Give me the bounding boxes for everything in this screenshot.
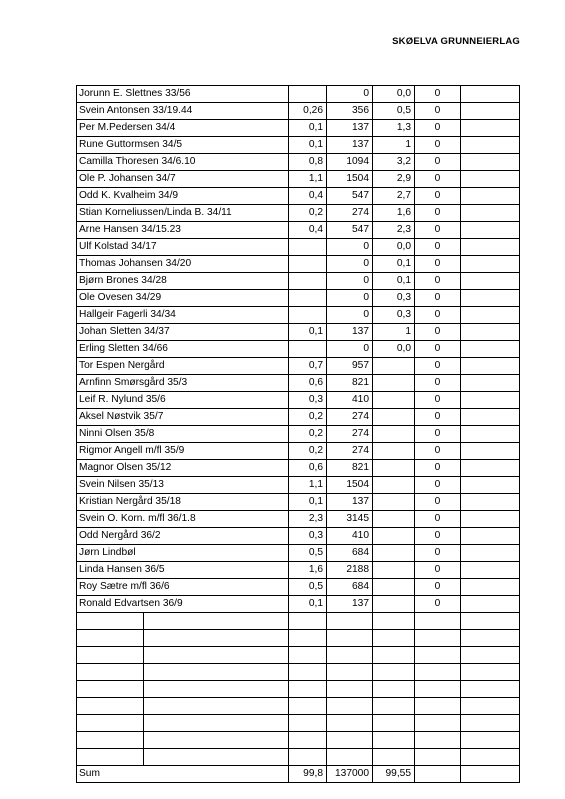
- owner-name-cell: Thomas Johansen 34/20: [77, 256, 289, 273]
- empty-cell: [415, 749, 461, 766]
- table-row: [77, 579, 520, 596]
- amount-cell: 2188: [327, 562, 373, 579]
- amount-cell: 1504: [327, 477, 373, 494]
- empty-cell: [461, 222, 520, 239]
- value-cell: 0: [415, 290, 461, 307]
- share-cell: 0,1: [289, 137, 327, 154]
- empty-cell: [77, 664, 289, 681]
- share-cell: 0,2: [289, 426, 327, 443]
- empty-cell: [461, 103, 520, 120]
- empty-cell: [289, 698, 327, 715]
- sum-row: [77, 766, 520, 783]
- empty-cell: [461, 647, 520, 664]
- table-row: [77, 426, 520, 443]
- empty-cell: [461, 715, 520, 732]
- empty-cell: [373, 630, 415, 647]
- empty-cell: [289, 681, 327, 698]
- owner-name-cell: Camilla Thoresen 34/6.10: [77, 154, 289, 171]
- table-row: [77, 273, 520, 290]
- empty-cell: [289, 630, 327, 647]
- empty-cell: [461, 698, 520, 715]
- value-cell: 0: [415, 273, 461, 290]
- percent-cell: 0,3: [373, 307, 415, 324]
- owner-name-cell: Hallgeir Fagerli 34/34: [77, 307, 289, 324]
- value-cell: 0: [415, 596, 461, 613]
- percent-cell: 1,6: [373, 205, 415, 222]
- table-row: [77, 562, 520, 579]
- share-cell: 0,4: [289, 222, 327, 239]
- empty-cell: [461, 341, 520, 358]
- empty-cell: [373, 749, 415, 766]
- amount-cell: 821: [327, 375, 373, 392]
- amount-cell: 0: [327, 273, 373, 290]
- empty-cell: [327, 715, 373, 732]
- value-cell: 0: [415, 477, 461, 494]
- share-cell: [289, 307, 327, 324]
- owner-name-cell: Linda Hansen 36/5: [77, 562, 289, 579]
- empty-cell: [461, 426, 520, 443]
- empty-cell: [461, 681, 520, 698]
- amount-cell: 410: [327, 392, 373, 409]
- share-cell: 0,1: [289, 596, 327, 613]
- sum-amount: 137000: [327, 766, 373, 783]
- table-row: [77, 205, 520, 222]
- percent-cell: 1: [373, 137, 415, 154]
- table-row: [77, 477, 520, 494]
- value-cell: 0: [415, 137, 461, 154]
- amount-cell: 137: [327, 120, 373, 137]
- value-cell: 0: [415, 120, 461, 137]
- empty-cell: [373, 698, 415, 715]
- empty-cell: [327, 647, 373, 664]
- empty-cell: [461, 171, 520, 188]
- share-cell: [289, 256, 327, 273]
- percent-cell: 1,3: [373, 120, 415, 137]
- empty-cell: [77, 681, 289, 698]
- amount-cell: 410: [327, 528, 373, 545]
- percent-cell: 0,5: [373, 103, 415, 120]
- empty-cell: [77, 749, 289, 766]
- empty-cell: [289, 715, 327, 732]
- table-row: [77, 324, 520, 341]
- value-cell: 0: [415, 205, 461, 222]
- amount-cell: 0: [327, 239, 373, 256]
- table-row: [77, 358, 520, 375]
- amount-cell: 684: [327, 545, 373, 562]
- owners-table: [76, 85, 520, 783]
- percent-cell: [373, 562, 415, 579]
- percent-cell: 2,7: [373, 188, 415, 205]
- empty-cell: [461, 460, 520, 477]
- percent-cell: 3,2: [373, 154, 415, 171]
- empty-cell: [77, 715, 289, 732]
- empty-cell: [461, 205, 520, 222]
- owner-name-cell: Ronald Edvartsen 36/9: [77, 596, 289, 613]
- share-cell: 0,6: [289, 375, 327, 392]
- empty-row: [77, 613, 520, 630]
- share-cell: 1,1: [289, 477, 327, 494]
- amount-cell: 274: [327, 426, 373, 443]
- empty-cell: [461, 545, 520, 562]
- percent-cell: [373, 375, 415, 392]
- value-cell: 0: [415, 409, 461, 426]
- empty-cell: [373, 681, 415, 698]
- table-row: [77, 307, 520, 324]
- share-cell: 0,2: [289, 443, 327, 460]
- owner-name-cell: Jorunn E. Slettnes 33/56: [77, 86, 289, 103]
- owner-name-cell: Ole P. Johansen 34/7: [77, 171, 289, 188]
- owner-name-cell: Bjørn Brones 34/28: [77, 273, 289, 290]
- empty-cell: [415, 715, 461, 732]
- owner-name-cell: Stian Korneliussen/Linda B. 34/11: [77, 205, 289, 222]
- value-cell: 0: [415, 171, 461, 188]
- value-cell: 0: [415, 188, 461, 205]
- empty-cell: [415, 766, 461, 783]
- empty-row: [77, 715, 520, 732]
- empty-row: [77, 698, 520, 715]
- amount-cell: 0: [327, 256, 373, 273]
- owner-name-cell: Per M.Pedersen 34/4: [77, 120, 289, 137]
- table-row: [77, 545, 520, 562]
- percent-cell: [373, 579, 415, 596]
- empty-cell: [327, 732, 373, 749]
- percent-cell: 0,0: [373, 341, 415, 358]
- empty-cell: [461, 766, 520, 783]
- empty-cell: [327, 681, 373, 698]
- table-row: [77, 494, 520, 511]
- empty-cell: [461, 664, 520, 681]
- amount-cell: 684: [327, 579, 373, 596]
- owner-name-cell: Rigmor Angell m/fl 35/9: [77, 443, 289, 460]
- table-row: [77, 188, 520, 205]
- share-cell: 1,6: [289, 562, 327, 579]
- value-cell: 0: [415, 562, 461, 579]
- empty-cell: [373, 732, 415, 749]
- empty-cell: [77, 732, 289, 749]
- value-cell: 0: [415, 103, 461, 120]
- value-cell: 0: [415, 256, 461, 273]
- empty-cell: [415, 681, 461, 698]
- share-cell: 0,1: [289, 324, 327, 341]
- sum-percent: 99,55: [373, 766, 415, 783]
- value-cell: 0: [415, 239, 461, 256]
- empty-cell: [415, 732, 461, 749]
- share-cell: 0,26: [289, 103, 327, 120]
- owner-name-cell: Odd K. Kvalheim 34/9: [77, 188, 289, 205]
- empty-cell: [461, 409, 520, 426]
- amount-cell: 3145: [327, 511, 373, 528]
- value-cell: 0: [415, 511, 461, 528]
- empty-cell: [461, 324, 520, 341]
- empty-cell: [415, 613, 461, 630]
- owner-name-cell: Arne Hansen 34/15.23: [77, 222, 289, 239]
- share-cell: [289, 341, 327, 358]
- owner-name-cell: Leif R. Nylund 35/6: [77, 392, 289, 409]
- empty-cell: [461, 392, 520, 409]
- empty-cell: [415, 630, 461, 647]
- empty-row: [77, 749, 520, 766]
- empty-cell: [461, 511, 520, 528]
- percent-cell: [373, 392, 415, 409]
- page-title: SKØELVA GRUNNEIERLAG: [392, 36, 520, 47]
- owner-name-cell: Roy Sætre m/fl 36/6: [77, 579, 289, 596]
- share-cell: [289, 239, 327, 256]
- share-cell: 0,3: [289, 392, 327, 409]
- empty-cell: [461, 732, 520, 749]
- empty-cell: [461, 375, 520, 392]
- empty-cell: [327, 613, 373, 630]
- percent-cell: [373, 596, 415, 613]
- empty-cell: [289, 732, 327, 749]
- share-cell: 0,5: [289, 545, 327, 562]
- empty-cell: [373, 613, 415, 630]
- amount-cell: 137: [327, 494, 373, 511]
- table-row: [77, 222, 520, 239]
- amount-cell: 137: [327, 324, 373, 341]
- empty-cell: [461, 273, 520, 290]
- value-cell: 0: [415, 154, 461, 171]
- empty-cell: [327, 698, 373, 715]
- percent-cell: 1: [373, 324, 415, 341]
- table-row: [77, 511, 520, 528]
- amount-cell: 0: [327, 290, 373, 307]
- owner-name-cell: Jørn Lindbøl: [77, 545, 289, 562]
- value-cell: 0: [415, 324, 461, 341]
- percent-cell: [373, 409, 415, 426]
- amount-cell: 1094: [327, 154, 373, 171]
- percent-cell: [373, 358, 415, 375]
- empty-cell: [289, 749, 327, 766]
- empty-cell: [373, 715, 415, 732]
- table-row: [77, 460, 520, 477]
- empty-cell: [461, 358, 520, 375]
- empty-cell: [461, 579, 520, 596]
- empty-cell: [289, 664, 327, 681]
- sum-share: 99,8: [289, 766, 327, 783]
- empty-cell: [327, 749, 373, 766]
- value-cell: 0: [415, 392, 461, 409]
- empty-cell: [461, 613, 520, 630]
- value-cell: 0: [415, 528, 461, 545]
- percent-cell: 0,3: [373, 290, 415, 307]
- empty-cell: [461, 154, 520, 171]
- empty-cell: [461, 528, 520, 545]
- amount-cell: 274: [327, 205, 373, 222]
- empty-cell: [461, 239, 520, 256]
- percent-cell: 0,0: [373, 86, 415, 103]
- table-row: [77, 528, 520, 545]
- value-cell: 0: [415, 545, 461, 562]
- percent-cell: [373, 477, 415, 494]
- empty-cell: [289, 613, 327, 630]
- empty-row: [77, 647, 520, 664]
- table-row: [77, 103, 520, 120]
- empty-cell: [77, 613, 289, 630]
- amount-cell: 547: [327, 222, 373, 239]
- value-cell: 0: [415, 341, 461, 358]
- empty-cell: [461, 188, 520, 205]
- empty-row: [77, 732, 520, 749]
- share-cell: [289, 290, 327, 307]
- empty-cell: [461, 630, 520, 647]
- empty-cell: [461, 307, 520, 324]
- empty-cell: [77, 630, 289, 647]
- percent-cell: [373, 460, 415, 477]
- amount-cell: 274: [327, 409, 373, 426]
- empty-cell: [415, 664, 461, 681]
- owner-name-cell: Arnfinn Smørsgård 35/3: [77, 375, 289, 392]
- value-cell: 0: [415, 307, 461, 324]
- share-cell: 0,8: [289, 154, 327, 171]
- percent-cell: [373, 426, 415, 443]
- percent-cell: [373, 545, 415, 562]
- value-cell: 0: [415, 375, 461, 392]
- owner-name-cell: Ninni Olsen 35/8: [77, 426, 289, 443]
- empty-row: [77, 681, 520, 698]
- value-cell: 0: [415, 222, 461, 239]
- empty-cell: [461, 290, 520, 307]
- share-cell: 1,1: [289, 171, 327, 188]
- empty-cell: [327, 630, 373, 647]
- share-cell: 0,1: [289, 120, 327, 137]
- share-cell: 0,6: [289, 460, 327, 477]
- empty-cell: [461, 256, 520, 273]
- share-cell: 0,2: [289, 409, 327, 426]
- empty-cell: [461, 120, 520, 137]
- table-row: [77, 341, 520, 358]
- amount-cell: 137: [327, 137, 373, 154]
- table-row: [77, 392, 520, 409]
- empty-cell: [77, 647, 289, 664]
- amount-cell: 0: [327, 341, 373, 358]
- owner-name-cell: Ulf Kolstad 34/17: [77, 239, 289, 256]
- table-row: [77, 86, 520, 103]
- table-row: [77, 409, 520, 426]
- owner-name-cell: Ole Ovesen 34/29: [77, 290, 289, 307]
- percent-cell: [373, 494, 415, 511]
- table-row: [77, 120, 520, 137]
- amount-cell: 137: [327, 596, 373, 613]
- empty-row: [77, 664, 520, 681]
- empty-cell: [415, 647, 461, 664]
- share-cell: [289, 273, 327, 290]
- empty-row: [77, 630, 520, 647]
- amount-cell: 957: [327, 358, 373, 375]
- amount-cell: 547: [327, 188, 373, 205]
- percent-cell: 0,1: [373, 273, 415, 290]
- value-cell: 0: [415, 460, 461, 477]
- percent-cell: [373, 511, 415, 528]
- table-row: [77, 171, 520, 188]
- share-cell: 0,7: [289, 358, 327, 375]
- value-cell: 0: [415, 358, 461, 375]
- share-cell: 0,4: [289, 188, 327, 205]
- owner-name-cell: Aksel Nøstvik 35/7: [77, 409, 289, 426]
- owner-name-cell: Svein O. Korn. m/fl 36/1.8: [77, 511, 289, 528]
- empty-cell: [461, 86, 520, 103]
- amount-cell: 0: [327, 86, 373, 103]
- percent-cell: 2,3: [373, 222, 415, 239]
- owner-name-cell: Johan Sletten 34/37: [77, 324, 289, 341]
- table-row: [77, 239, 520, 256]
- amount-cell: 821: [327, 460, 373, 477]
- share-cell: 0,2: [289, 205, 327, 222]
- table-row: [77, 154, 520, 171]
- empty-cell: [461, 137, 520, 154]
- percent-cell: [373, 528, 415, 545]
- amount-cell: 274: [327, 443, 373, 460]
- amount-cell: 1504: [327, 171, 373, 188]
- share-cell: 0,3: [289, 528, 327, 545]
- table-row: [77, 443, 520, 460]
- empty-cell: [373, 647, 415, 664]
- empty-cell: [461, 443, 520, 460]
- owner-name-cell: Rune Guttormsen 34/5: [77, 137, 289, 154]
- owner-name-cell: Svein Antonsen 33/19.44: [77, 103, 289, 120]
- owner-name-cell: Odd Nergård 36/2: [77, 528, 289, 545]
- value-cell: 0: [415, 443, 461, 460]
- value-cell: 0: [415, 86, 461, 103]
- empty-cell: [461, 477, 520, 494]
- amount-cell: 0: [327, 307, 373, 324]
- share-cell: 0,1: [289, 494, 327, 511]
- empty-cell: [461, 562, 520, 579]
- owner-name-cell: Tor Espen Nergård: [77, 358, 289, 375]
- table-row: [77, 596, 520, 613]
- sum-label: Sum: [77, 766, 289, 783]
- empty-cell: [373, 664, 415, 681]
- owner-name-cell: Kristian Nergård 35/18: [77, 494, 289, 511]
- value-cell: 0: [415, 426, 461, 443]
- table-row: [77, 290, 520, 307]
- owner-name-cell: Svein Nilsen 35/13: [77, 477, 289, 494]
- value-cell: 0: [415, 494, 461, 511]
- share-cell: 2,3: [289, 511, 327, 528]
- percent-cell: 2,9: [373, 171, 415, 188]
- empty-cell: [461, 494, 520, 511]
- empty-cell: [327, 664, 373, 681]
- empty-cell: [289, 647, 327, 664]
- empty-cell: [415, 698, 461, 715]
- table-row: [77, 256, 520, 273]
- empty-cell: [461, 749, 520, 766]
- amount-cell: 356: [327, 103, 373, 120]
- share-cell: [289, 86, 327, 103]
- table-row: [77, 137, 520, 154]
- percent-cell: [373, 443, 415, 460]
- empty-cell: [461, 596, 520, 613]
- value-cell: 0: [415, 579, 461, 596]
- owner-name-cell: Magnor Olsen 35/12: [77, 460, 289, 477]
- owner-name-cell: Erling Sletten 34/66: [77, 341, 289, 358]
- table-row: [77, 375, 520, 392]
- empty-cell: [77, 698, 289, 715]
- share-cell: 0,5: [289, 579, 327, 596]
- percent-cell: 0,1: [373, 256, 415, 273]
- percent-cell: 0,0: [373, 239, 415, 256]
